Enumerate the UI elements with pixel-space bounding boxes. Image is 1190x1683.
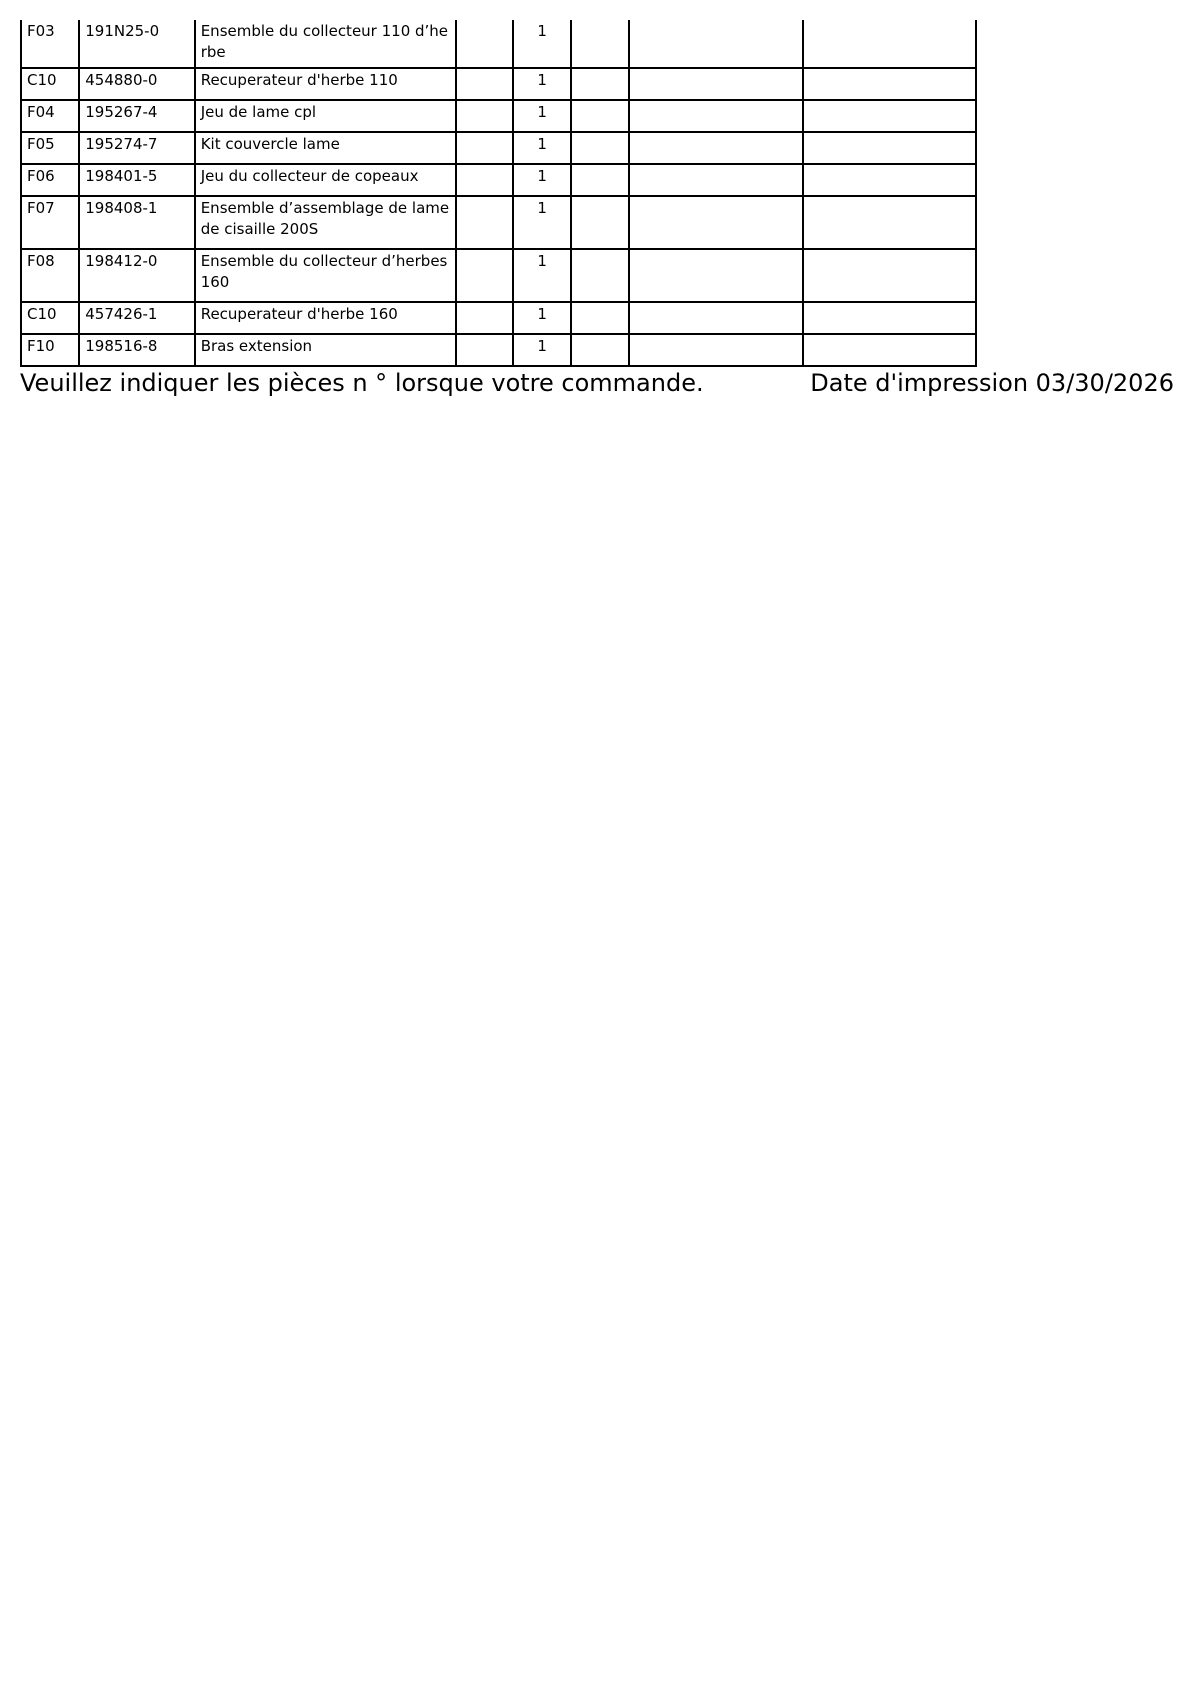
- description-cell: Jeu du collecteur de copeaux: [195, 164, 456, 196]
- ref-cell: F04: [21, 100, 79, 132]
- blank-cell: [803, 68, 976, 100]
- part-number-cell: 198408-1: [79, 196, 194, 249]
- blank-cell: [803, 249, 976, 302]
- blank-cell: [571, 100, 629, 132]
- quantity-cell: 1: [513, 132, 571, 164]
- blank-cell: [629, 68, 803, 100]
- blank-cell: [629, 100, 803, 132]
- blank-cell: [456, 20, 513, 68]
- table-row: [21, 302, 976, 334]
- blank-cell: [571, 68, 629, 100]
- description-cell: Recuperateur d'herbe 160: [195, 302, 456, 334]
- description-cell: Ensemble du collecteur 110 d’he rbe: [195, 20, 456, 68]
- ref-cell: F08: [21, 249, 79, 302]
- description-cell: Jeu de lame cpl: [195, 100, 456, 132]
- part-number-cell: 198401-5: [79, 164, 194, 196]
- blank-cell: [456, 249, 513, 302]
- description-cell: Ensemble d’assemblage de lame de cisaille 200S: [195, 196, 456, 249]
- table-row: [21, 164, 976, 196]
- blank-cell: [571, 132, 629, 164]
- ref-cell: F03: [21, 20, 79, 68]
- blank-cell: [456, 196, 513, 249]
- part-number-cell: 191N25-0: [79, 20, 194, 68]
- parts-table: [20, 20, 977, 367]
- blank-cell: [803, 302, 976, 334]
- ref-cell: F10: [21, 334, 79, 366]
- blank-cell: [803, 334, 976, 366]
- blank-cell: [803, 132, 976, 164]
- print-date: Date d'impression 03/30/2026: [810, 369, 1174, 397]
- blank-cell: [571, 164, 629, 196]
- quantity-cell: 1: [513, 334, 571, 366]
- blank-cell: [629, 249, 803, 302]
- description-cell: Recuperateur d'herbe 110: [195, 68, 456, 100]
- blank-cell: [456, 164, 513, 196]
- blank-cell: [571, 334, 629, 366]
- table-row: [21, 249, 976, 302]
- part-number-cell: 454880-0: [79, 68, 194, 100]
- order-instruction-note: Veuillez indiquer les pièces n ° lorsque votre commande.: [20, 369, 704, 397]
- quantity-cell: 1: [513, 164, 571, 196]
- blank-cell: [803, 164, 976, 196]
- blank-cell: [456, 302, 513, 334]
- description-cell: Ensemble du collecteur d’herbes 160: [195, 249, 456, 302]
- blank-cell: [803, 20, 976, 68]
- ref-cell: C10: [21, 68, 79, 100]
- parts-table-body: [21, 20, 976, 366]
- table-row: [21, 132, 976, 164]
- quantity-cell: 1: [513, 20, 571, 68]
- blank-cell: [629, 302, 803, 334]
- ref-cell: F05: [21, 132, 79, 164]
- part-number-cell: 198516-8: [79, 334, 194, 366]
- ref-cell: F06: [21, 164, 79, 196]
- description-cell: Bras extension: [195, 334, 456, 366]
- blank-cell: [629, 132, 803, 164]
- part-number-cell: 198412-0: [79, 249, 194, 302]
- blank-cell: [571, 196, 629, 249]
- blank-cell: [571, 20, 629, 68]
- blank-cell: [803, 196, 976, 249]
- blank-cell: [629, 20, 803, 68]
- blank-cell: [456, 132, 513, 164]
- blank-cell: [571, 302, 629, 334]
- table-row: [21, 20, 976, 68]
- quantity-cell: 1: [513, 100, 571, 132]
- table-row: [21, 100, 976, 132]
- blank-cell: [456, 334, 513, 366]
- table-row: [21, 196, 976, 249]
- blank-cell: [571, 249, 629, 302]
- blank-cell: [629, 334, 803, 366]
- quantity-cell: 1: [513, 249, 571, 302]
- blank-cell: [629, 164, 803, 196]
- table-row: [21, 334, 976, 366]
- blank-cell: [629, 196, 803, 249]
- description-cell: Kit couvercle lame: [195, 132, 456, 164]
- blank-cell: [456, 68, 513, 100]
- part-number-cell: 457426-1: [79, 302, 194, 334]
- blank-cell: [803, 100, 976, 132]
- part-number-cell: 195267-4: [79, 100, 194, 132]
- quantity-cell: 1: [513, 302, 571, 334]
- ref-cell: F07: [21, 196, 79, 249]
- part-number-cell: 195274-7: [79, 132, 194, 164]
- quantity-cell: 1: [513, 68, 571, 100]
- quantity-cell: 1: [513, 196, 571, 249]
- ref-cell: C10: [21, 302, 79, 334]
- table-row: [21, 68, 976, 100]
- blank-cell: [456, 100, 513, 132]
